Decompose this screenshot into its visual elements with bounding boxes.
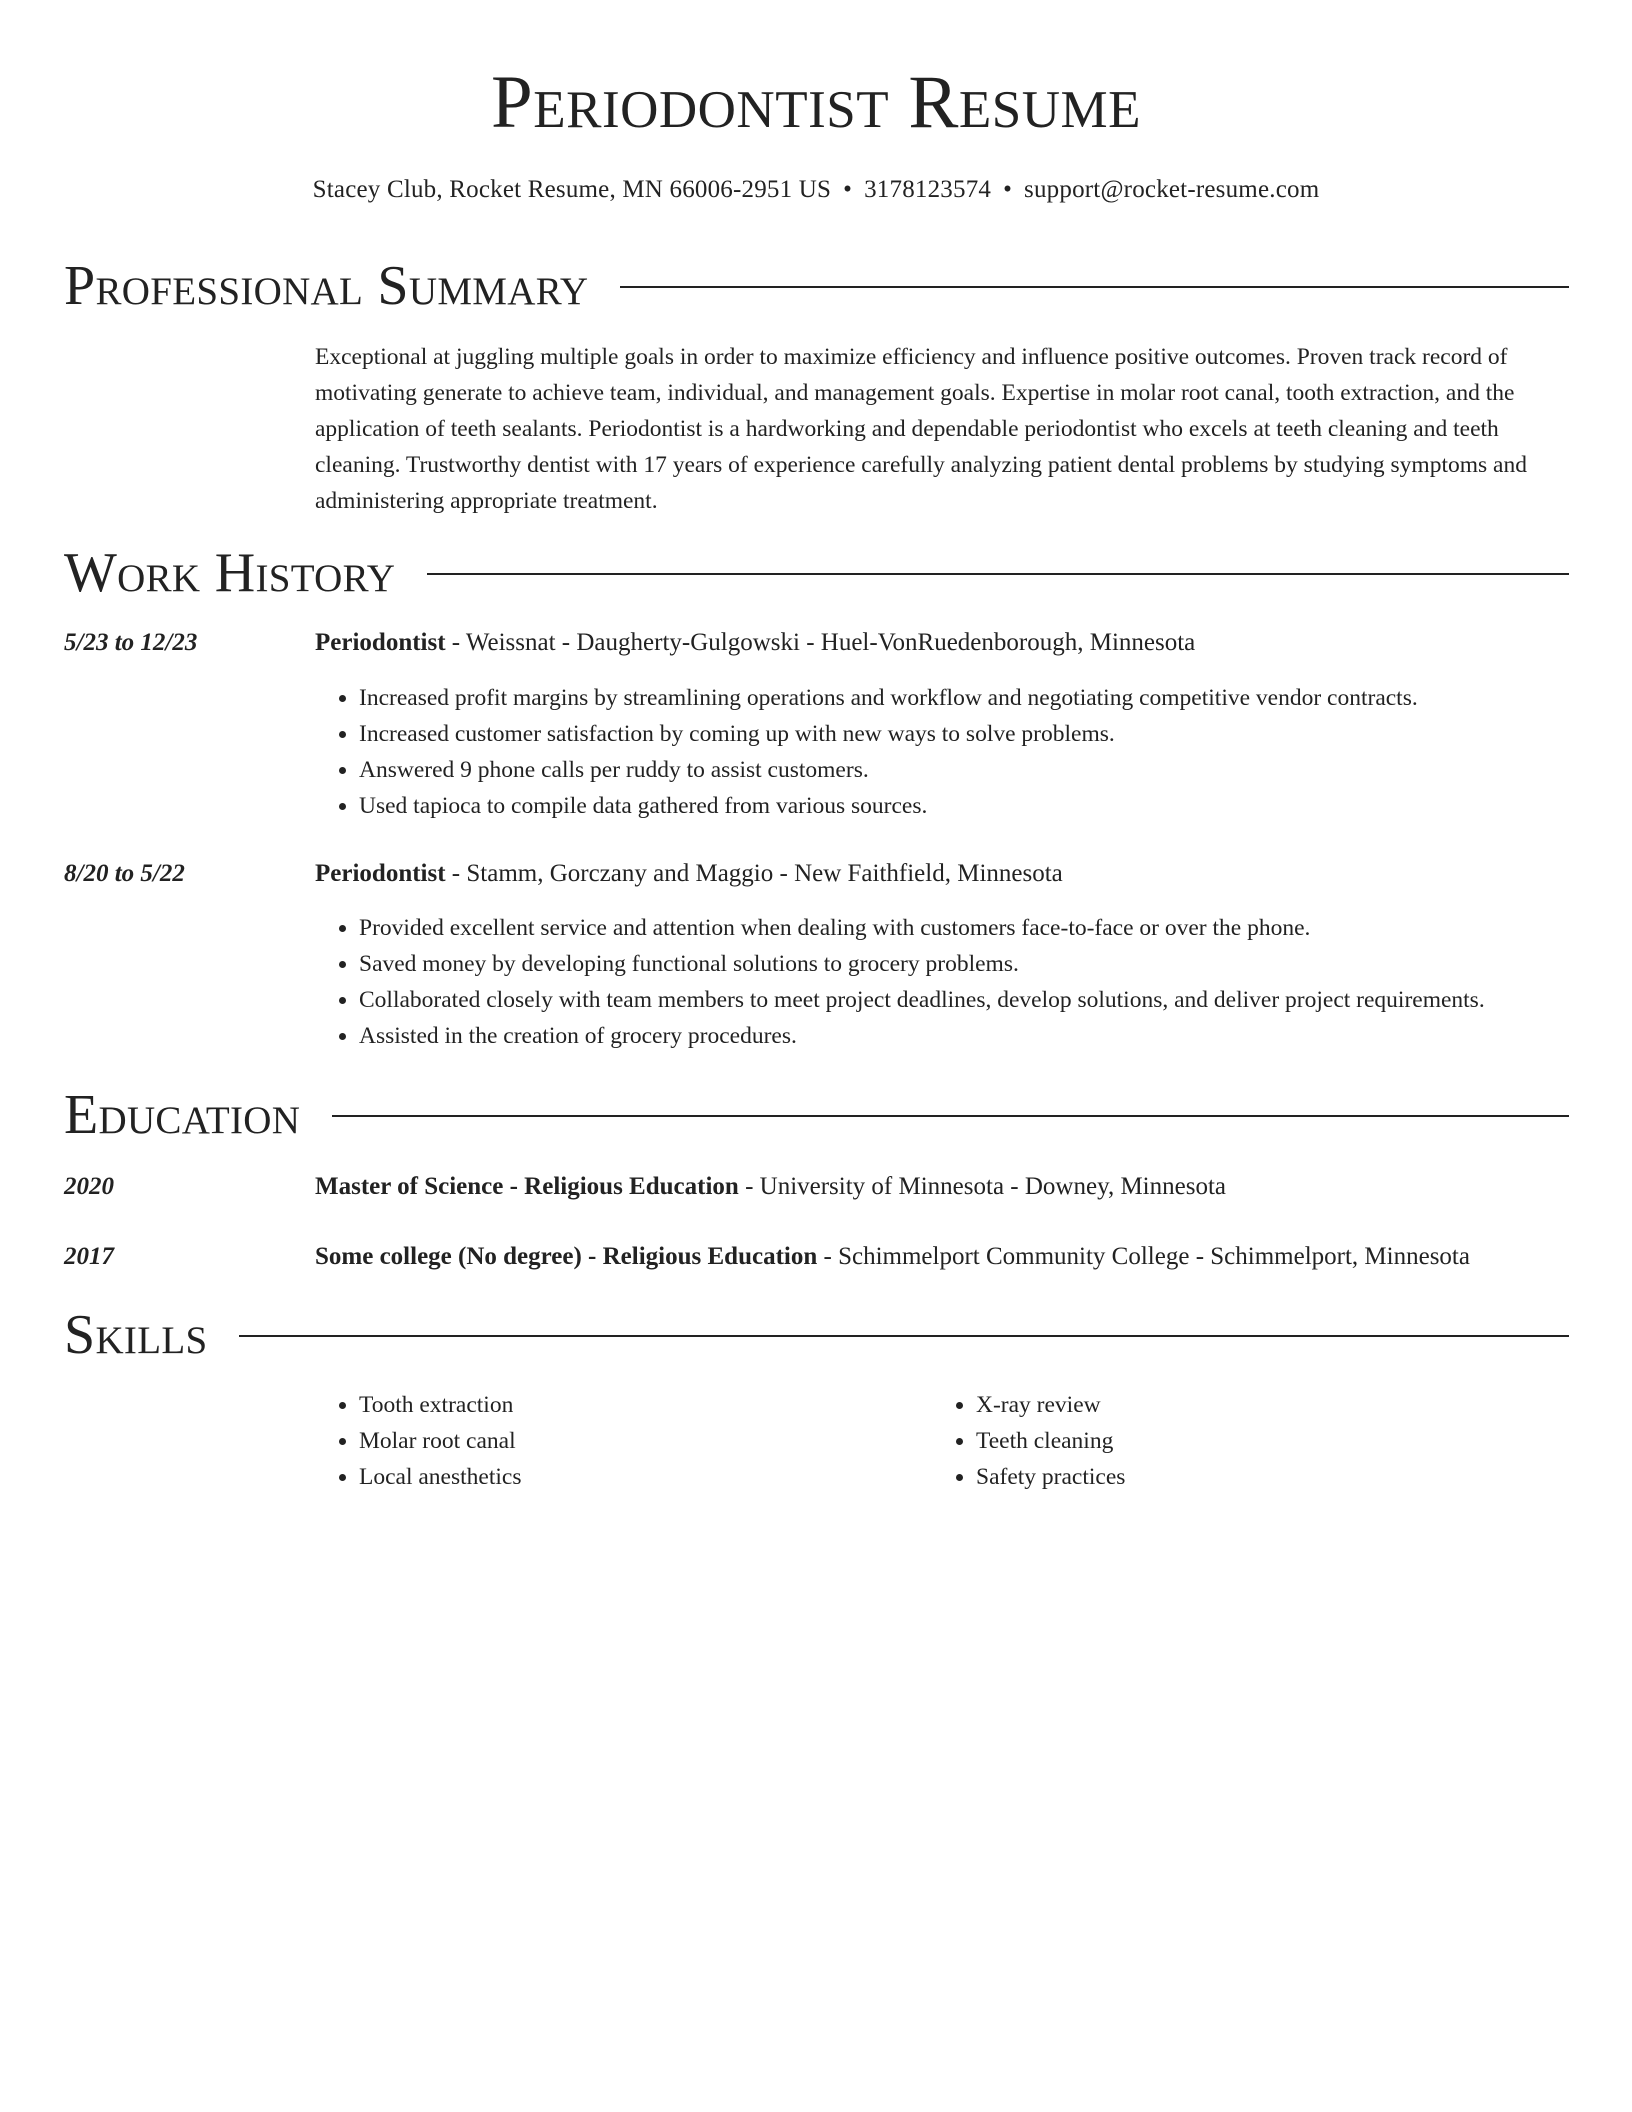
job-dates: 5/23 to 12/23: [64, 629, 198, 656]
list-item: • Provided excellent service and attention when dealing with customers face-to-face or over the phone.: [359, 910, 1619, 946]
section-divider: [239, 1335, 1569, 1337]
education-year: 2017: [64, 1243, 114, 1270]
summary-text: Exceptional at juggling multiple goals in order to maximize efficiency and influence positive outcomes. Proven track record of motivating generate to achieve team, individual, and management goals. Expertise in molar root canal, tooth extraction, and the application of teeth sealants. Periodontist is a hardworking and dependable periodontist who excels at teeth cleaning and teeth cleaning. Trustworthy dentist with 17 years of experience carefully analyzing patient dental problems by studying symptoms and administering appropriate treatment.: [315, 344, 1527, 514]
skill-item: • Molar root canal: [359, 1423, 919, 1459]
list-item: • Used tapioca to compile data gathered from various sources.: [359, 788, 1619, 824]
skill-item: • Local anesthetics: [359, 1459, 919, 1495]
list-item: • Assisted in the creation of grocery procedures.: [359, 1018, 1619, 1054]
section-divider: [427, 573, 1569, 575]
skills-list-left: [315, 1387, 919, 1495]
work-section-header: [64, 541, 1569, 605]
job-role: Periodontist: [315, 860, 446, 887]
contact-separator: •: [843, 176, 853, 203]
education-degree: Master of Science - Religious Education: [315, 1173, 739, 1200]
skill-item: • Tooth extraction: [359, 1387, 919, 1423]
contact-line: [0, 174, 1632, 206]
skill-item: • Safety practices: [976, 1459, 1536, 1495]
list-item: • Increased customer satisfaction by coming up with new ways to solve problems.: [359, 716, 1619, 752]
job-role: Periodontist: [315, 629, 446, 656]
skill-item: • Teeth cleaning: [976, 1423, 1536, 1459]
resume-title: Periodontist Resume: [491, 61, 1141, 144]
job-title-line: [315, 858, 1575, 890]
contact-email: support@rocket-resume.com: [1024, 176, 1320, 203]
skills-section-header: [64, 1303, 1569, 1367]
work-heading: Work History: [64, 542, 396, 604]
list-item: • Answered 9 phone calls per ruddy to assist customers.: [359, 752, 1619, 788]
education-line: [315, 1171, 1575, 1203]
skills-heading: Skills: [64, 1304, 208, 1366]
education-heading: Education: [64, 1084, 301, 1146]
contact-address: Stacey Club, Rocket Resume, MN 66006-2951 US: [312, 176, 832, 203]
skill-item: • X-ray review: [976, 1387, 1536, 1423]
education-year: 2020: [64, 1173, 114, 1200]
education-school: - University of Minnesota - Downey, Minnesota: [738, 1173, 1226, 1200]
job-employer: - Stamm, Gorczany and Maggio - New Faithfield, Minnesota: [445, 860, 1063, 887]
job-dates: 8/20 to 5/22: [64, 860, 185, 887]
list-item: • Increased profit margins by streamlining operations and workflow and negotiating competitive vendor contracts.: [359, 680, 1619, 716]
section-divider: [332, 1115, 1569, 1117]
job-title-line: [315, 627, 1575, 659]
summary-section-header: [64, 254, 1569, 318]
education-line: [315, 1241, 1575, 1273]
education-school: - Schimmelport Community College - Schimmelport, Minnesota: [817, 1243, 1470, 1270]
education-section-header: [64, 1083, 1569, 1147]
education-degree: Some college (No degree) - Religious Education: [315, 1243, 818, 1270]
section-divider: [620, 286, 1569, 288]
list-item: • Saved money by developing functional solutions to grocery problems.: [359, 946, 1619, 982]
job-bullets: [315, 680, 1619, 824]
contact-separator: •: [1003, 176, 1013, 203]
summary-heading: Professional Summary: [64, 255, 589, 317]
job-employer: - Weissnat - Daugherty-Gulgowski - Huel-VonRuedenborough, Minnesota: [445, 629, 1196, 656]
job-bullets: [315, 910, 1619, 1054]
contact-phone: 3178123574: [864, 176, 992, 203]
list-item: • Collaborated closely with team members to meet project deadlines, develop solutions, and deliver project requirements.: [359, 982, 1619, 1018]
skills-list-right: [932, 1387, 1536, 1495]
